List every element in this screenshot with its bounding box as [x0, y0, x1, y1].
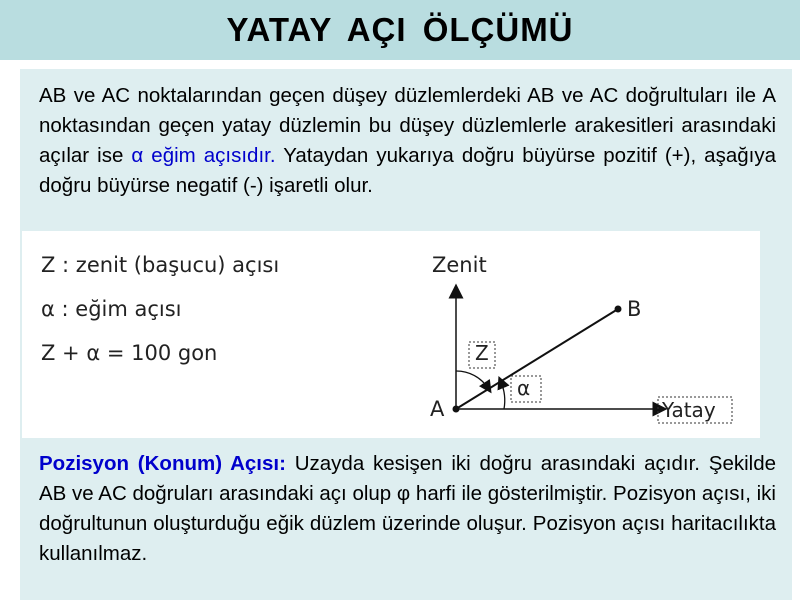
zenith-arc	[456, 371, 488, 388]
label-alpha: α	[517, 376, 531, 400]
label-b: B	[627, 297, 642, 321]
point-b	[615, 306, 622, 313]
paragraph-text-after: Yataydan yukarıya doğru büyürse pozitif (+), aşağıya doğru büyürse negatif (-) işaretli olur.	[39, 144, 776, 197]
angle-diagram	[22, 231, 760, 438]
legend-alpha: α : eğim açısı	[41, 297, 182, 321]
alpha-arc	[501, 382, 505, 409]
term-position-angle: Pozisyon (Konum) Açısı:	[39, 452, 286, 475]
point-a	[453, 406, 460, 413]
label-yatay: Yatay	[662, 398, 716, 422]
paragraph-highlight: α eğim açısıdır.	[131, 144, 276, 167]
legend-equation: Z + α = 100 gon	[41, 341, 218, 365]
label-zenit: Zenit	[432, 253, 487, 277]
paragraph-inclination	[39, 81, 776, 201]
title-bar	[0, 0, 800, 60]
paragraph-position-angle	[39, 449, 776, 569]
page-title: YATAY AÇI ÖLÇÜMÜ	[226, 11, 574, 48]
paragraph-text-before: AB ve AC noktalarından geçen düşey düzlemlerdeki AB ve AC doğrultuları ile A noktasından geçen yatay düzlemin bu düşey düzlemlerle arakesitleri arasındaki açılar ise	[39, 84, 776, 167]
label-a: A	[430, 397, 445, 421]
paragraph-position-text: Uzayda kesişen iki doğru arasındaki açıdır. Şekilde AB ve AC doğruları arasındaki açı olup φ harfi ile gösterilmiştir. Pozisyon açısı, iki doğrultunun oluşturduğu eğik düzlem üzerinde oluşur. Pozisyon açısı haritacılıkta kullanılmaz.	[39, 452, 777, 565]
legend-zenith: Z : zenit (başucu) açısı	[41, 253, 280, 277]
label-z: Z	[475, 341, 489, 365]
diagram-svg	[22, 231, 760, 438]
